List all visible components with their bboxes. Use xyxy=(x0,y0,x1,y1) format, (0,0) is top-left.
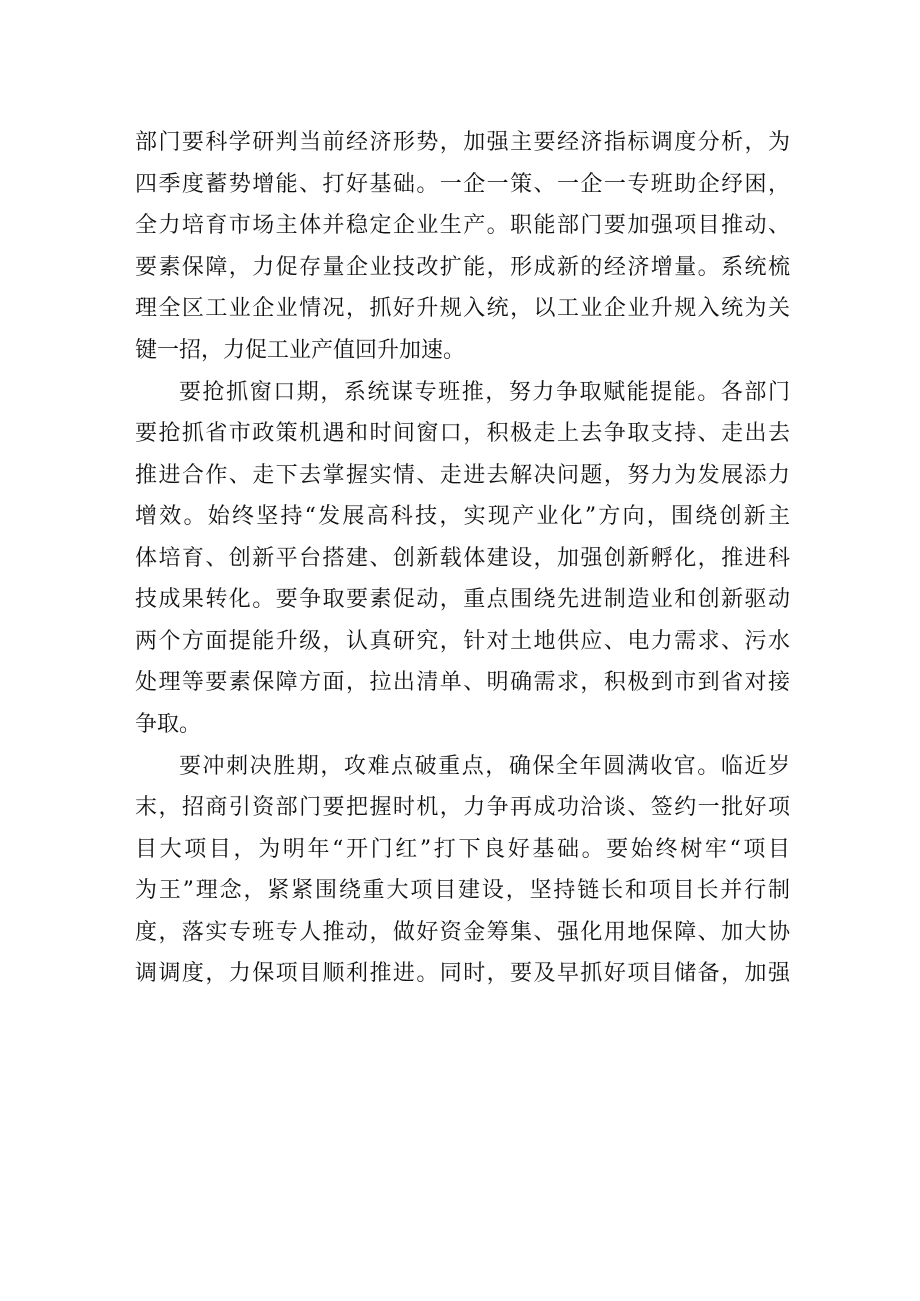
text-line: 技成果转化。要争取要素促动，重点围绕先进制造业和创新驱动 xyxy=(135,587,790,612)
paragraph-3 xyxy=(135,750,790,992)
text-line: 要抢抓省市政策机遇和时间窗口，积极走上去争取支持、走出去 xyxy=(135,421,790,446)
text-line: 两个方面提能升级，认真研究，针对土地供应、电力需求、污水 xyxy=(135,628,790,654)
text-line: 争取。 xyxy=(135,711,202,737)
text-line: 推进合作、走下去掌握实情、走进去解决问题，努力为发展添力 xyxy=(135,462,790,488)
text-line: 处理等要素保障方面，拉出清单、明确需求，积极到市到省对接 xyxy=(135,670,790,695)
text-line: 要冲刺决胜期，攻难点破重点，确保全年圆满收官。临近岁 xyxy=(179,753,790,779)
text-line: 体培育、创新平台搭建、创新载体建设，加强创新孵化，推进科 xyxy=(135,545,790,571)
text-line: 键一招，力促工业产值回升加速。 xyxy=(135,337,466,363)
document-body xyxy=(135,126,790,999)
text-line: 为王”理念，紧紧围绕重大项目建设，坚持链长和项目长并行制 xyxy=(135,878,790,903)
text-line: 四季度蓄势增能、打好基础。一企一策、一企一专班助企纾困， xyxy=(135,171,790,197)
text-line: 部门要科学研判当前经济形势，加强主要经济指标调度分析，为 xyxy=(135,130,790,155)
text-line: 目大项目，为明年“开门红”打下良好基础。要始终树牢“项目 xyxy=(135,836,790,862)
text-line: 调调度，力保项目顺利推进。同时，要及早抓好项目储备，加强 xyxy=(135,961,790,986)
paragraph-2 xyxy=(135,376,790,742)
text-line: 度，落实专班专人推动，做好资金筹集、强化用地保障、加大协 xyxy=(135,919,790,945)
text-line: 增效。始终坚持“发展高科技，实现产业化”方向，围绕创新主 xyxy=(135,504,790,529)
text-line: 理全区工业企业情况，抓好升规入统，以工业企业升规入统为关 xyxy=(135,296,790,321)
text-line: 要抢抓窗口期，系统谋专班推，努力争取赋能提能。各部门 xyxy=(179,379,790,405)
text-line: 末，招商引资部门要把握时机，力争再成功洽谈、签约一批好项 xyxy=(135,795,790,820)
paragraph-1 xyxy=(135,126,790,368)
text-line: 要素保障，力促存量企业技改扩能，形成新的经济增量。系统梳 xyxy=(135,254,790,280)
text-line: 全力培育市场主体并稳定企业生产。职能部门要加强项目推动、 xyxy=(135,213,790,238)
